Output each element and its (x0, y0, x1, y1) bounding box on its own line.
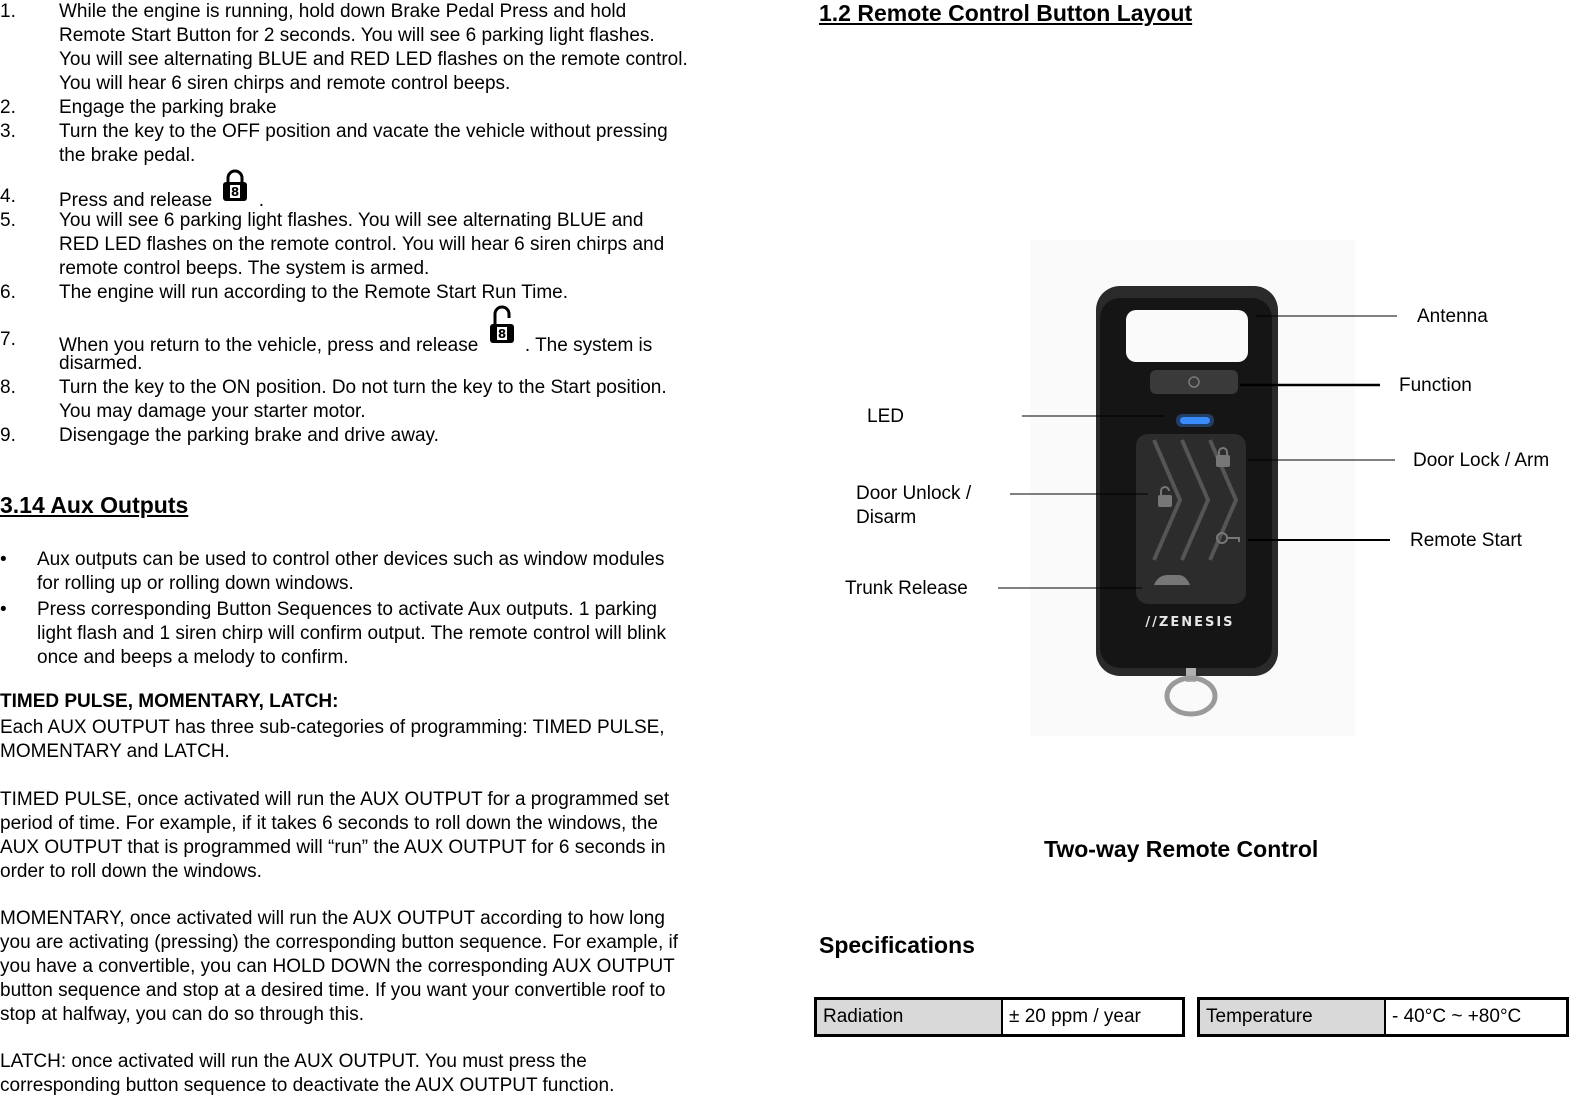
paragraph-line: button sequence and stop at a desired time. If you want your convertible roof to (0, 980, 666, 1001)
remote-layout-heading: 1.2 Remote Control Button Layout (819, 0, 1193, 26)
spec-value: - 40°C ~ +80°C (1392, 1006, 1522, 1027)
paragraph-line: MOMENTARY, once activated will run the AUX OUTPUT according to how long (0, 908, 665, 929)
disarm-label: Disarm (856, 507, 917, 528)
step-number: 5. (0, 210, 16, 231)
step-text-before: Press and release (59, 190, 213, 211)
paragraph-line: TIMED PULSE, once activated will run the AUX OUTPUT for a programmed set (0, 789, 670, 810)
step-text: remote control beeps. The system is armed. (59, 258, 430, 279)
step-number: 8. (0, 377, 16, 398)
step-number: 6. (0, 282, 16, 303)
bullet-icon: • (0, 549, 7, 570)
paragraph-line: you have a convertible, you can HOLD DOWN the corresponding AUX OUTPUT (0, 956, 675, 977)
paragraph-line: period of time. For example, if it takes 6 seconds to roll down the windows, the (0, 813, 658, 834)
spec-value: ± 20 ppm / year (1009, 1006, 1141, 1027)
spec-row-radiation (814, 997, 1185, 1037)
step-number: 4. (0, 186, 16, 207)
antenna-label: Antenna (1417, 306, 1488, 327)
bullet-text: light flash and 1 siren chirp will confirm output. The remote control will blink (37, 623, 667, 644)
step-text: Turn the key to the ON position. Do not turn the key to the Start position. (59, 377, 667, 398)
step-text: Engage the parking brake (59, 97, 277, 118)
paragraph-line: AUX OUTPUT that is programmed will “run” the AUX OUTPUT for 6 seconds in (0, 837, 666, 858)
step-number: 2. (0, 97, 16, 118)
step-text: Disengage the parking brake and drive away. (59, 425, 439, 446)
step-number: 1. (0, 1, 16, 22)
aux-outputs-heading: 3.14 Aux Outputs (0, 492, 189, 518)
step-text: The engine will run according to the Remote Start Run Time. (59, 282, 569, 303)
step-text: You may damage your starter motor. (59, 401, 366, 422)
step-text-after: . (258, 190, 264, 211)
paragraph-line: stop at halfway, you can do so through this. (0, 1004, 365, 1025)
step-text: You will see alternating BLUE and RED LED flashes on the remote control. (59, 49, 688, 70)
step-text: You will see 6 parking light flashes. You will see alternating BLUE and (59, 210, 644, 231)
step-text: While the engine is running, hold down Brake Pedal Press and hold (59, 1, 627, 22)
step-text: disarmed. (59, 353, 143, 374)
spec-key: Radiation (817, 1000, 1003, 1034)
svg-text:8: 8 (497, 327, 506, 341)
step-text: the brake pedal. (59, 145, 196, 166)
paragraph-line: corresponding button sequence to deactivate the AUX OUTPUT function. (0, 1075, 615, 1096)
step-number: 3. (0, 121, 16, 142)
step-text: Remote Start Button for 2 seconds. You will see 6 parking light flashes. (59, 25, 655, 46)
timed-pulse-heading: TIMED PULSE, MOMENTARY, LATCH: (0, 691, 339, 712)
spec-row-temperature (1197, 997, 1569, 1037)
figure-caption: Two-way Remote Control (1044, 836, 1319, 862)
paragraph-line: MOMENTARY and LATCH. (0, 741, 230, 762)
trunk-release-label: Trunk Release (845, 578, 968, 599)
led-label: LED (867, 406, 904, 427)
specifications-heading: Specifications (819, 932, 975, 958)
paragraph-line: order to roll down the windows. (0, 861, 262, 882)
svg-text:8: 8 (231, 185, 240, 199)
step-text: Turn the key to the OFF position and vacate the vehicle without pressing (59, 121, 668, 142)
bullet-text: for rolling up or rolling down windows. (37, 573, 354, 594)
bullet-text: once and beeps a melody to confirm. (37, 647, 349, 668)
paragraph-line: Each AUX OUTPUT has three sub-categories of programming: TIMED PULSE, (0, 717, 665, 738)
step-text-after: . The system is (524, 335, 653, 356)
door-unlock-label: Door Unlock / (856, 483, 972, 504)
paragraph-line: you are activating (pressing) the corresponding button sequence. For example, if (0, 932, 679, 953)
bullet-text: Press corresponding Button Sequences to activate Aux outputs. 1 parking (37, 599, 657, 620)
paragraph-line: LATCH: once activated will run the AUX OUTPUT. You must press the (0, 1051, 587, 1072)
step-number: 7. (0, 329, 16, 350)
bullet-text: Aux outputs can be used to control other devices such as window modules (37, 549, 665, 570)
door-lock-label: Door Lock / Arm (1413, 450, 1550, 471)
brand-text: //ZENESIS (1145, 615, 1235, 630)
step-number: 9. (0, 425, 16, 446)
bullet-icon: • (0, 599, 7, 620)
step-text-before: When you return to the vehicle, press and release (59, 335, 479, 356)
function-label: Function (1399, 375, 1472, 396)
spec-key: Temperature (1200, 1000, 1386, 1034)
remote-start-label: Remote Start (1410, 530, 1522, 551)
step-text: You will hear 6 siren chirps and remote control beeps. (59, 73, 511, 94)
step-text: RED LED flashes on the remote control. You will hear 6 siren chirps and (59, 234, 665, 255)
